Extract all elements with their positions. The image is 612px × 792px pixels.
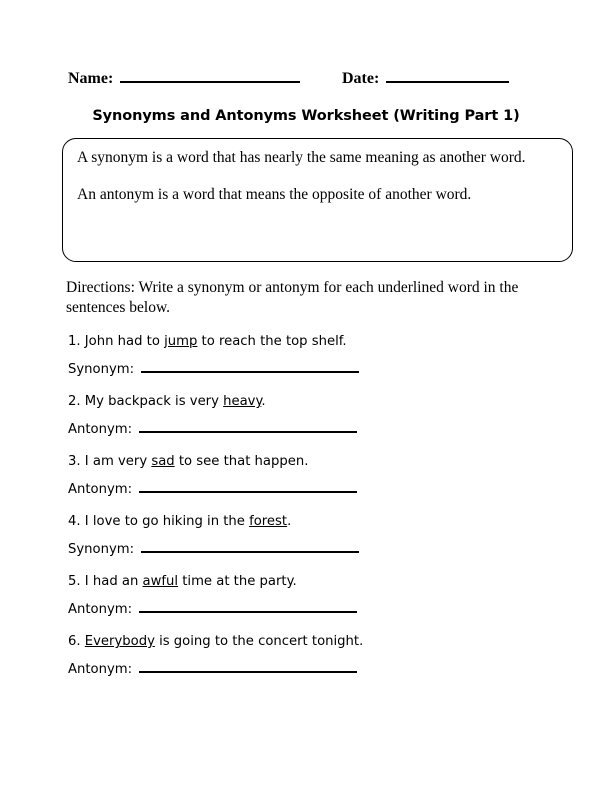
question-number: 5.	[68, 574, 81, 589]
definition-box	[62, 138, 573, 262]
question-sentence	[68, 453, 528, 470]
answer-row	[68, 539, 528, 558]
name-input-blank[interactable]	[120, 68, 300, 83]
question-text-before: I am very	[84, 454, 152, 469]
question-sentence	[68, 573, 528, 590]
question-text-before: My backpack is very	[84, 394, 224, 409]
question-number: 6.	[68, 634, 81, 649]
question-item	[68, 333, 528, 393]
answer-input-blank[interactable]	[139, 479, 357, 493]
question-keyword: jump	[164, 334, 198, 349]
synonym-definition: A synonym is a word that has nearly the same meaning as another word.	[77, 149, 526, 166]
question-keyword: sad	[151, 454, 175, 469]
answer-input-blank[interactable]	[139, 419, 357, 433]
question-number: 3.	[68, 454, 81, 469]
answer-label: Antonym:	[68, 602, 133, 617]
date-label: Date:	[342, 70, 380, 87]
question-keyword: Everybody	[84, 634, 155, 649]
antonym-definition: An antonym is a word that means the opposite of another word.	[77, 186, 472, 203]
question-text-before: John had to	[84, 334, 165, 349]
question-number: 4.	[68, 514, 81, 529]
questions-list	[68, 333, 528, 693]
question-keyword: forest	[249, 514, 288, 529]
question-number: 2.	[68, 394, 81, 409]
answer-row	[68, 659, 528, 678]
answer-row	[68, 419, 528, 438]
answer-label: Antonym:	[68, 662, 133, 677]
question-text-before: I love to go hiking in the	[84, 514, 250, 529]
date-input-blank[interactable]	[386, 68, 509, 83]
answer-label: Antonym:	[68, 422, 133, 437]
answer-row	[68, 479, 528, 498]
answer-input-blank[interactable]	[141, 359, 359, 373]
answer-row	[68, 359, 528, 378]
name-label: Name:	[68, 70, 114, 87]
date-field	[342, 68, 509, 88]
answer-label: Synonym:	[68, 542, 135, 557]
page-title: Synonyms and Antonyms Worksheet (Writing Part 1)	[92, 108, 520, 124]
question-item	[68, 393, 528, 453]
question-text-after: to reach the top shelf.	[197, 334, 347, 349]
question-text-after: .	[287, 514, 292, 529]
question-item	[68, 633, 528, 693]
name-field	[68, 68, 300, 88]
question-text-after: to see that happen.	[174, 454, 309, 469]
directions-text: Directions: Write a synonym or antonym for each underlined word in the sentences below.	[66, 279, 519, 316]
answer-label: Synonym:	[68, 362, 135, 377]
question-sentence	[68, 333, 528, 350]
question-keyword: heavy	[223, 394, 262, 409]
question-item	[68, 573, 528, 633]
header	[68, 68, 548, 92]
question-sentence	[68, 513, 528, 530]
question-text-after: time at the party.	[178, 574, 297, 589]
answer-input-blank[interactable]	[141, 539, 359, 553]
question-item	[68, 513, 528, 573]
answer-label: Antonym:	[68, 482, 133, 497]
question-item	[68, 453, 528, 513]
question-text-after: .	[261, 394, 266, 409]
question-text-after: is going to the concert tonight.	[154, 634, 364, 649]
question-sentence	[68, 633, 528, 650]
answer-input-blank[interactable]	[139, 599, 357, 613]
question-keyword: awful	[142, 574, 179, 589]
answer-input-blank[interactable]	[139, 659, 357, 673]
answer-row	[68, 599, 528, 618]
question-number: 1.	[68, 334, 81, 349]
question-text-before: I had an	[84, 574, 143, 589]
question-sentence	[68, 393, 528, 410]
